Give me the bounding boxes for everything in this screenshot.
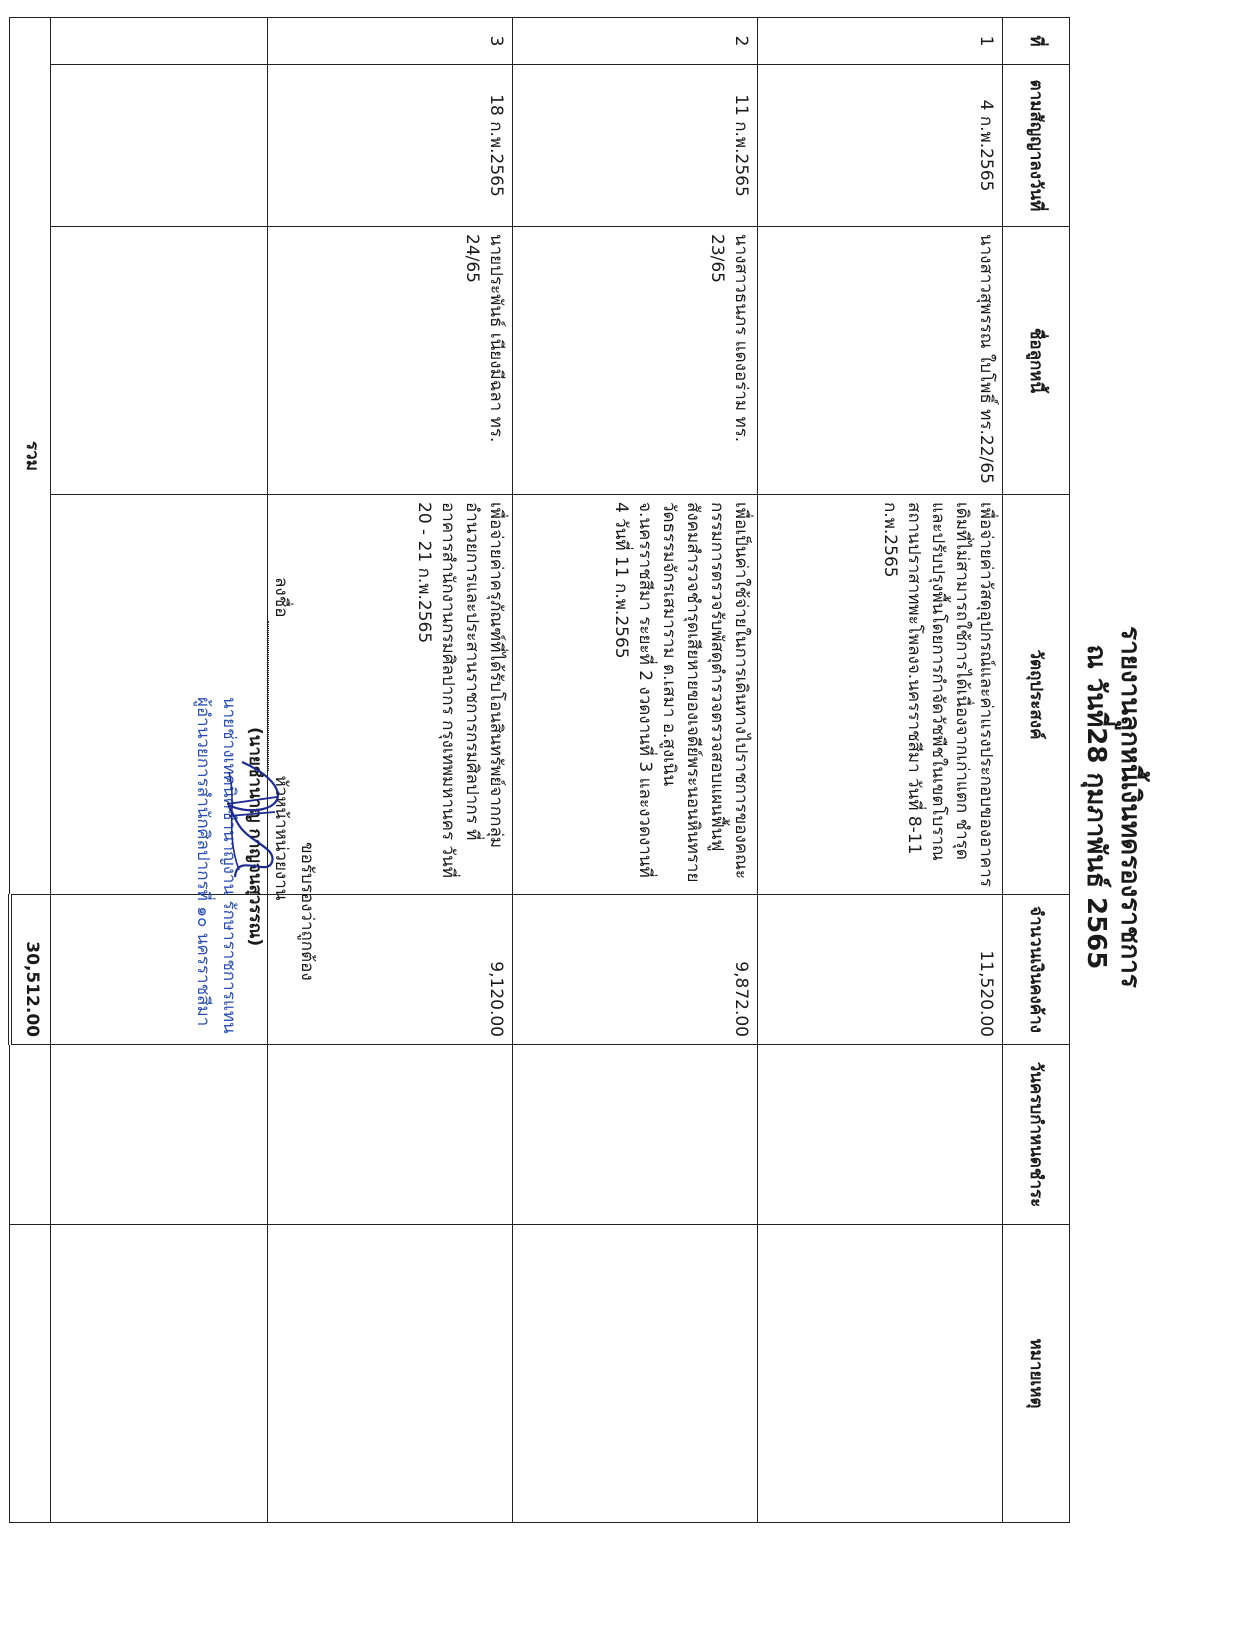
row-amount: 9,120.00 — [268, 895, 513, 1045]
row-note — [513, 1225, 758, 1523]
header-due-date: วันครบกำหนดชำระ — [1003, 1045, 1070, 1225]
row-amount: 11,520.00 — [758, 895, 1003, 1045]
empty-cell — [10, 1225, 51, 1523]
header-contract-date: ตามสัญญาลงวันที่ — [1003, 65, 1070, 227]
row-no: 2 — [513, 18, 758, 65]
sign-role: หัวหน้าหน่วยงาน — [271, 775, 291, 901]
table-row — [513, 18, 758, 1523]
signer-name: (นายชำนาญ กาญจนสุวรรณ) — [245, 727, 265, 947]
report-title-line1: รายงานลูกหนี้เงินทดรองราชการ — [1115, 626, 1145, 988]
signer-office: ผู้อำนวยการสำนักศิลปากรที่ ๑๐ นครราชสีมา — [193, 697, 213, 1027]
row-purpose: เพื่อเป็นค่าใช้จ่ายในการเดินทางไปราชการของคณะกรรมการตรวจรับพัสดุตำรวจตรวจสอบแผนฟื้นฟูสังคมสำรวจชำรุดเสียหายของเจดีย์พระนอนหินทรายวัดธรรมจักรเสมาราม ต.เสมา อ.สูงเนิน จ.นครราชสีมา ระยะที่ 2 งวดงานที่ 3 และงวดงานที่ 4 วันที่ 11 ก.พ.2565 — [513, 495, 758, 895]
row-purpose: เพื่อจ่ายค่าวัสดุอุปกรณ์และค่าแรงประกอบของอาคารเดิมที่ไม่สามารถใช้การได้เนื่องจากเก่าแตก ชำรุดและปรับปรุงพื้นโดยการกำจัดวัชพืชในเขตโบราณสถานปราสาทพะโพลงจ.นครราชสีมา วันที่ 8-11 ก.พ.2565 — [758, 495, 1003, 895]
total-row — [10, 18, 51, 1523]
row-amount: 9,872.00 — [513, 895, 758, 1045]
row-due — [513, 1045, 758, 1225]
table-row — [758, 18, 1003, 1523]
row-debtor: นายประพันธ์ เนียงมีฉลา ทร. 24/65 — [268, 227, 513, 495]
header-debtor: ชื่อลูกหนี้ — [1003, 227, 1070, 495]
header-note: หมายเหตุ — [1003, 1225, 1070, 1523]
row-due — [758, 1045, 1003, 1225]
report-title-line2: ณ วันที่28 กุมภาพันธ์ 2565 — [1081, 644, 1111, 970]
row-note — [758, 1225, 1003, 1523]
total-label: รวม — [10, 18, 51, 895]
total-amount: 30,512.00 — [10, 895, 51, 1045]
header-purpose: วัตถุประสงค์ — [1003, 495, 1070, 895]
empty-cell — [51, 227, 268, 495]
certify-text: ขอรับรองว่าถูกต้อง — [297, 842, 317, 981]
report-title — [1079, 0, 1147, 1632]
row-purpose: เพื่อจ่ายค่าครุภัณฑ์ที่ได้รับโอนสินทรัพย์จากกลุ่มอำนวยการและประสานราชการกรมศิลปากร ที่อาคารสำนักงานกรมศิลปากร กรุงเทพมหานคร วันที่ 20 - 21 ก.พ.2565 — [268, 495, 513, 895]
signature-block — [190, 577, 320, 1337]
row-no: 1 — [758, 18, 1003, 65]
header-no: ที่ — [1003, 18, 1070, 65]
header-amount: จำนวนเงินคงค้าง — [1003, 895, 1070, 1045]
row-debtor: นางสาวสุพรรณ ใบโพธิ์ ทร.22/65 — [758, 227, 1003, 495]
row-date: 18 ก.พ.2565 — [268, 65, 513, 227]
handwritten-signature — [217, 752, 297, 892]
row-no: 3 — [268, 18, 513, 65]
row-date: 4 ก.พ.2565 — [758, 65, 1003, 227]
sign-dotted-line — [268, 621, 287, 771]
row-date: 11 ก.พ.2565 — [513, 65, 758, 227]
row-debtor: นางสาวธนภร แดงอร่าม ทร. 23/65 — [513, 227, 758, 495]
empty-cell — [10, 1045, 51, 1225]
empty-cell — [51, 18, 268, 65]
sign-prefix: ลงชื่อ — [271, 577, 291, 618]
rotated-document — [22, 0, 1155, 1632]
empty-cell — [51, 65, 268, 227]
signer-position: นายช่างเทคนิคชำนาญงาน รักษาราชการแทน — [219, 697, 239, 1034]
table-header-row — [1003, 18, 1070, 1523]
sign-line — [268, 577, 294, 1337]
debtor-table — [8, 17, 1070, 1523]
